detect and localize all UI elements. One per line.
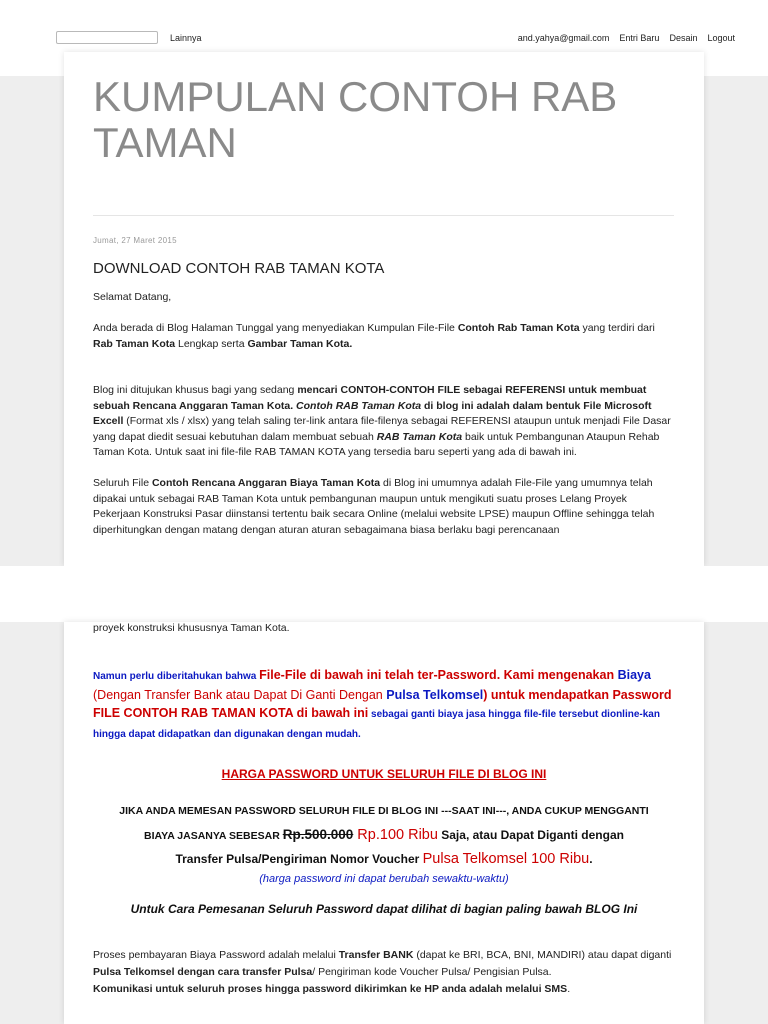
greeting: Selamat Datang,: [93, 291, 172, 303]
new-entry-link[interactable]: Entri Baru: [619, 33, 660, 43]
more-link[interactable]: Lainnya: [170, 33, 202, 43]
files-paragraph: Seluruh File Contoh Rencana Anggaran Biaya Taman Kota di Blog ini umumnya adalah File-File yang umumnya telah dipakai untuk sebagai RAB Taman Kota untuk pembangunan maupun untuk mengikuti suatu proses Lelang Proyek Pekerjaan Konstruksi Pasar diinstansi tertentu baik secara Online (melalui website LPSE) maupun Offline sehingga telah diperhitungkan dengan matang dengan aturan aturan sebagaimana biasa berlaku bagi perencanaan: [93, 477, 655, 536]
payment-paragraph: Proses pembayaran Biaya Password adalah melalui Transfer BANK (dapat ke BRI, BCA, BNI, MANDIRI) atau dapat diganti Pulsa Telkomsel dengan cara transfer Pulsa/ Pengiriman kode Voucher Pulsa/ Pengisian Pulsa. Komunikasi untuk seluruh proses hingga password dikirimkan ke HP anda adalah melalui SMS.: [93, 949, 672, 995]
price-heading: HARGA PASSWORD UNTUK SELURUH FILE DI BLOG INI: [221, 767, 547, 781]
post-body: [93, 290, 675, 554]
navbar-right: [518, 33, 735, 43]
order-note: Untuk Cara Pemesanan Seluruh Password dapat dilihat di bagian paling bawah BLOG Ini: [130, 902, 638, 916]
price-change-note: (harga password ini dapat berubah sewaktu-waktu): [259, 873, 509, 885]
telkomsel-link[interactable]: Pulsa Telkomsel: [386, 688, 484, 702]
search-input[interactable]: [56, 31, 158, 44]
logout-link[interactable]: Logout: [707, 33, 735, 43]
purpose-paragraph: Blog ini ditujukan khusus bagi yang sedang mencari CONTOH-CONTOH FILE sebagai REFERENSI untuk membuat sebuah Rencana Anggaran Taman Kota. Contoh RAB Taman Kota di blog ini adalah dalam bentuk File Microsoft Excell (Format xls / xlsx) yang telah saling ter-link antara file-filenya sebagai REFERENSI ataupun untuk menjadi File Dasar yang dapat diedit sesuai kebutuhan dalam membuat sebuah RAB Taman Kota baik untuk Pembangunan Ataupun Rehab Taman Kota. Untuk saat ini file-file RAB TAMAN KOTA yang tersedia baru seperti yang ada di bawah ini.: [93, 384, 671, 458]
header-divider: [93, 215, 674, 216]
blog-content-panel: [64, 52, 704, 566]
page-break: [0, 566, 768, 622]
intro-paragraph: Anda berada di Blog Halaman Tunggal yang menyediakan Kumpulan File-File Contoh Rab Taman Kota yang terdiri dari Rab Taman Kota Lengkap serta Gambar Taman Kota.: [93, 322, 655, 350]
price-details: JIKA ANDA MEMESAN PASSWORD SELURUH FILE DI BLOG INI ---SAAT INI---, ANDA CUKUP MENGGANTI BIAYA JASANYA SEBESAR Rp.500.000 Rp.100 Ribu Saja, atau Dapat Diganti dengan Transfer Pulsa/Pengiriman Nomor Voucher Pulsa Telkomsel 100 Ribu. (harga password ini dapat berubah sewaktu-waktu): [64, 800, 704, 887]
fee-link[interactable]: Biaya: [617, 668, 651, 682]
password-link[interactable]: Password FILE CONTOH RAB TAMAN KOTA di bawah ini: [93, 688, 672, 720]
design-link[interactable]: Desain: [669, 33, 698, 43]
files-paragraph-continued: proyek konstruksi khususnya Taman Kota.: [93, 622, 290, 634]
post-date: Jumat, 27 Maret 2015: [93, 236, 177, 245]
password-notice: Namun perlu diberitahukan bahwa File-File di bawah ini telah ter-Password. Kami mengenakan Biaya (Dengan Transfer Bank atau Dapat Di Ganti Dengan Pulsa Telkomsel) untuk mendapatkan Password FILE CONTOH RAB TAMAN KOTA di bawah ini sebagai ganti biaya jasa hingga file-file tersebut dionline-kan hingga dapat didapatkan dan digunakan dengan mudah.: [93, 668, 672, 740]
post-title[interactable]: DOWNLOAD CONTOH RAB TAMAN KOTA: [93, 260, 385, 277]
blog-title[interactable]: KUMPULAN CONTOH RAB TAMAN: [93, 73, 618, 166]
blog-content-panel-continued: [64, 622, 704, 1024]
user-email: and.yahya@gmail.com: [517, 33, 610, 43]
